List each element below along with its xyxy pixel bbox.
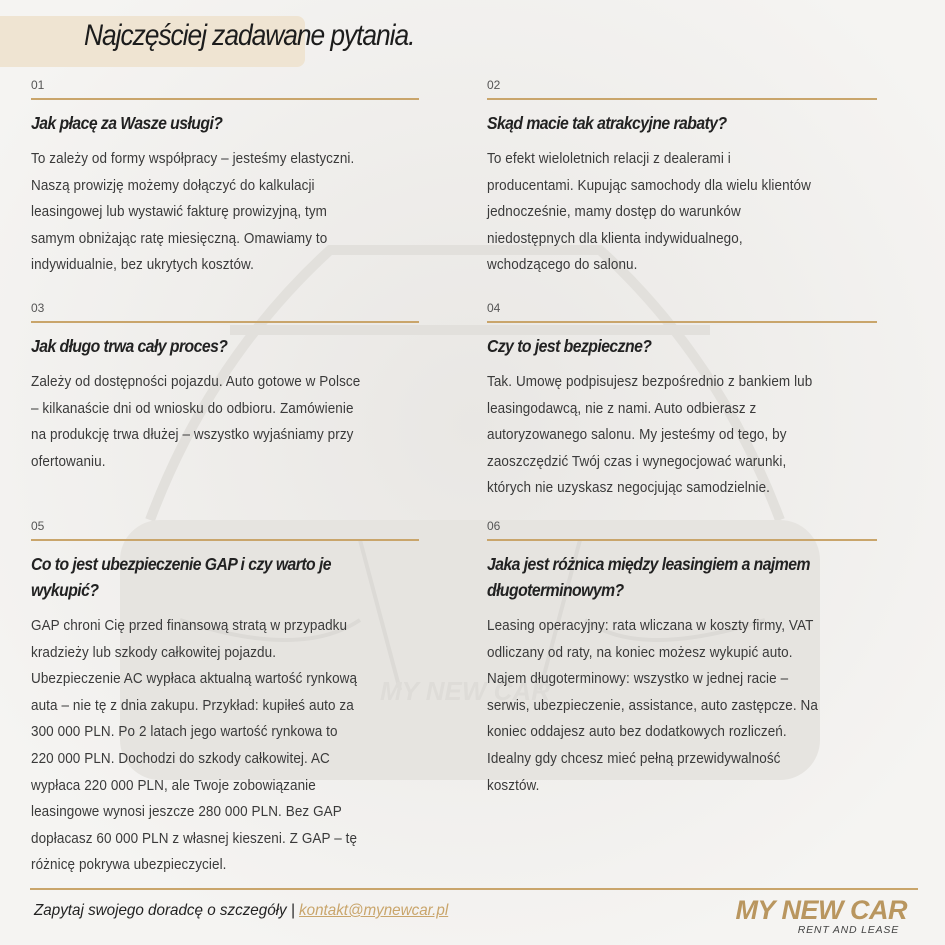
faq-answer: Tak. Umowę podpisujesz bezpośrednio z bankiem lub leasingodawcą, nie z nami. Auto odbierasz z autoryzowanego salonu. My jesteśmy od tego, by zaoszczędzić Twój czas i wynegocjować warunki, których nie uzyskasz negocjując samodzielnie. (487, 374, 813, 497)
faq-number: 02 (487, 78, 501, 92)
faq-number: 01 (31, 78, 45, 92)
faq-question: Co to jest ubezpieczenie GAP i czy warto je wykupić? (31, 554, 332, 600)
faq-question: Skąd macie tak atrakcyjne rabaty? (487, 113, 727, 133)
faq-item-3 (31, 299, 421, 475)
divider (31, 539, 419, 541)
faq-answer: Zależy od dostępności pojazdu. Auto gotowe w Polsce – kilkanaście dni od wniosku do odbioru. Zamówienie na produkcję trwa dłużej – wszystko wyjaśniamy przy ofertowaniu. (31, 374, 361, 470)
page-title: Najczęściej zadawane pytania. (84, 19, 415, 52)
faq-answer: To efekt wieloletnich relacji z dealerami i producentami. Kupując samochody dla wielu klientów jednocześnie, mamy dostęp do warunków niedostępnych dla klienta indywidualnego, wchodzącego do salonu. (487, 151, 811, 274)
faq-answer: GAP chroni Cię przed finansową stratą w przypadku kradzieży lub szkody całkowitej pojazdu. Ubezpieczenie AC wypłaca aktualną wartość rynkową auta – nie tę z dnia zakupu. Przykład: kupiłeś auto za 300 000 PLN. Po 2 latach jego wartość rynkowa to 220 000 PLN. Dochodzi do szkody całkowitej. AC wypłaca 220 000 PLN, ale Twoje zobowiązanie leasingowe wynosi jeszcze 280 000 PLN. Bez GAP dopłacasz 60 000 PLN z własnej kieszeni. Z GAP – tę różnicę pokrywa ubezpieczyciel. (31, 618, 358, 874)
footer-contact (34, 902, 448, 920)
divider (31, 321, 419, 323)
footer-prompt: Zapytaj swojego doradcę o szczegóły | (34, 902, 300, 919)
logo-name: MY NEW CAR (735, 895, 907, 925)
faq-number: 04 (487, 301, 501, 315)
email-link[interactable]: kontakt@mynewcar.pl (299, 902, 449, 919)
faq-question: Jak płacę za Wasze usługi? (31, 113, 223, 133)
faq-number: 06 (487, 519, 501, 533)
faq-item-4 (487, 299, 877, 502)
divider (31, 98, 419, 100)
brand-logo (695, 896, 907, 936)
footer-divider (30, 888, 918, 890)
faq-answer: Leasing operacyjny: rata wliczana w koszty firmy, VAT odliczany od raty, na koniec możesz wykupić auto. Najem długoterminowy: wszystko w jednej racie – serwis, ubezpieczenie, assistance, auto zastępcze. Na koniec oddajesz auto bez dodatkowych rozliczeń. Idealny gdy chcesz mieć pełną przewidywalność kosztów. (487, 618, 818, 794)
logo-tagline: RENT AND LEASE (797, 924, 899, 936)
faq-number: 05 (31, 519, 45, 533)
faq-question: Czy to jest bezpieczne? (487, 336, 652, 356)
divider (487, 539, 877, 541)
faq-answer: To zależy od formy współpracy – jesteśmy elastyczni. Naszą prowizję możemy dołączyć do kalkulacji leasingowej lub wystawić fakturę prowizyjną, tym samym obniżając ratę miesięczną. Omawiamy to indywidualnie, bez ukrytych kosztów. (31, 151, 355, 274)
faq-item-6 (487, 517, 877, 799)
faq-item-1 (31, 76, 421, 279)
faq-question: Jak długo trwa cały proces? (31, 336, 228, 356)
faq-number: 03 (31, 301, 45, 315)
svg-text:MY NEW CAR: MY NEW CAR (380, 676, 550, 706)
faq-item-5 (31, 517, 421, 879)
divider (487, 321, 877, 323)
faq-question: Jaka jest różnica między leasingiem a najmem długoterminowym? (487, 554, 810, 600)
faq-item-2 (487, 76, 877, 279)
divider (487, 98, 877, 100)
